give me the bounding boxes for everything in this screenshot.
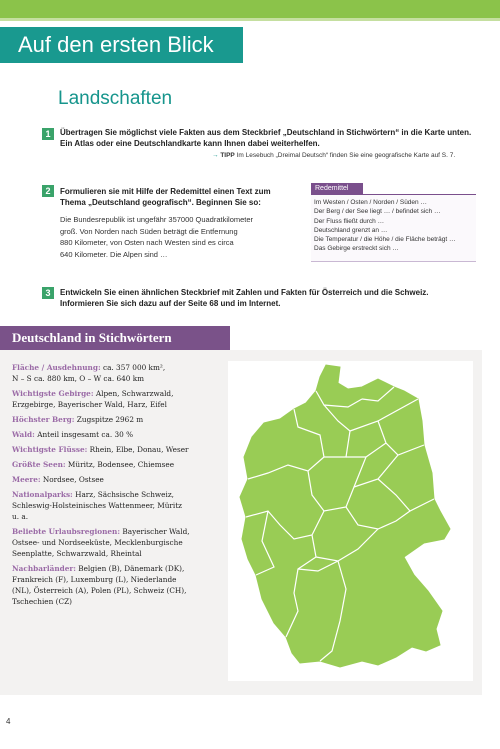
fact-label: Wichtigste Flüsse: — [12, 445, 88, 454]
fact-value: (NL), Österreich (A), Polen (PL), Schweiz (CH), — [12, 586, 187, 595]
redemittel-line: Der Fluss fließt durch … — [314, 217, 385, 225]
top-divider — [0, 18, 500, 21]
fact-holiday-regions — [12, 526, 224, 559]
fact-value: Seenplatte, Schwarzwald, Rheintal — [12, 549, 142, 558]
task-2-example-text — [60, 214, 310, 260]
redemittel-box — [311, 194, 476, 262]
fact-forest — [12, 429, 224, 440]
fact-value: Erzgebirge, Bayerischer Wald, Harz, Eifel — [12, 400, 167, 409]
fact-highest-mountain — [12, 414, 224, 425]
redemittel-line: Die Temperatur / die Höhe / die Fläche beträgt … — [314, 236, 456, 244]
fact-value: Ostsee- und Nordseeküste, Mecklenburgische — [12, 538, 183, 547]
redemittel-label: Redemittel — [311, 183, 363, 194]
task-2-line-1: Formulieren sie mit Hilfe der Redemittel einen Text zum — [60, 187, 271, 196]
example-line: 880 Kilometer, von Osten nach Westen sind es circa — [60, 238, 234, 247]
top-color-bar — [0, 0, 500, 18]
fact-value: Frankreich (F), Luxemburg (L), Niederlande — [12, 575, 177, 584]
redemittel-line: Der Berg / der See liegt … / befindet sich … — [314, 208, 441, 216]
task-3-text — [60, 287, 490, 309]
fact-value: Harz, Sächsische Schweiz, — [75, 490, 174, 499]
germany-map — [228, 361, 473, 681]
fact-value: Bayerischer Wald, — [122, 527, 190, 536]
fact-seas — [12, 474, 224, 485]
fact-lakes — [12, 459, 224, 470]
fact-label: Meere: — [12, 475, 41, 484]
task-3-number: 3 — [42, 287, 54, 299]
page-title: Auf den ersten Blick — [18, 32, 214, 57]
fact-label: Wald: — [12, 430, 35, 439]
fact-neighbours — [12, 563, 224, 607]
redemittel-line: Das Gebirge erstreckt sich … — [314, 245, 399, 253]
fact-area — [12, 362, 224, 384]
redemittel-line: Im Westen / Osten / Norden / Süden … — [314, 199, 427, 206]
fact-value: Belgien (B), Dänemark (DK), — [78, 564, 185, 573]
task-1-text — [60, 127, 490, 149]
fact-rivers — [12, 444, 224, 455]
task-1-line-1: Übertragen Sie möglichst viele Fakten aus dem Steckbrief „Deutschland in Stichwörtern“ in die Karte unten. — [60, 128, 472, 137]
tipp-text: Im Lesebuch „Dreimal Deutsch“ finden Sie eine geografische Karte auf S. 7. — [236, 152, 456, 159]
fact-label: Nationalparks: — [12, 490, 73, 499]
fact-label: Größte Seen: — [12, 460, 66, 469]
task-1-line-2: Ein Atlas oder eine Deutschlandkarte kann Ihnen dabei weiterhelfen. — [60, 139, 320, 148]
example-line: 640 Kilometer. Die Alpen sind … — [60, 249, 168, 259]
fact-value: Rhein, Elbe, Donau, Weser — [89, 445, 189, 454]
fact-value: Alpen, Schwarzwald, — [95, 389, 174, 398]
fact-label: Nachbarländer: — [12, 564, 76, 573]
task-3-line-2: Informieren Sie sich dazu auf der Seite 68 und im Internet. — [60, 299, 281, 308]
example-line: Die Bundesrepublik ist ungefähr 357000 Quadratkilometer — [60, 215, 254, 224]
fact-value: Zugspitze 2962 m — [76, 415, 144, 424]
fact-label: Höchster Berg: — [12, 415, 75, 424]
fact-value: ca. 357 000 km², — [102, 363, 166, 372]
fact-mountains — [12, 388, 224, 410]
fact-label: Wichtigste Gebirge: — [12, 389, 94, 398]
fact-value: u. a. — [12, 512, 29, 521]
fact-value: N – S ca. 880 km, O – W ca. 640 km — [12, 374, 145, 383]
steckbrief-title: Deutschland in Stichwörtern — [12, 330, 172, 345]
fact-label: Fläche / Ausdehnung: — [12, 363, 101, 372]
steckbrief-facts — [12, 362, 224, 611]
tipp-hint — [212, 152, 455, 159]
tipp-label: TIPP — [220, 152, 235, 159]
task-2-text — [60, 186, 305, 208]
arrow-right-icon: → — [212, 152, 219, 159]
fact-value: Schleswig-Holsteinisches Wattenmeer, Müritz — [12, 501, 183, 510]
example-line: groß. Von Norden nach Süden beträgt die Entfernung — [60, 226, 238, 236]
fact-value: Müritz, Bodensee, Chiemsee — [67, 460, 175, 469]
task-1-number: 1 — [42, 128, 54, 140]
section-title: Landschaften — [58, 88, 173, 109]
task-2-line-2: Thema „Deutschland geografisch“. Beginnen Sie so: — [60, 198, 261, 207]
fact-national-parks — [12, 489, 224, 522]
map-container — [228, 361, 473, 681]
task-2-number: 2 — [42, 185, 54, 197]
task-3-line-1: Entwickeln Sie einen ähnlichen Steckbrief mit Zahlen und Fakten für Österreich und die Schweiz. — [60, 288, 429, 297]
fact-value: Tschechien (CZ) — [12, 597, 72, 606]
redemittel-line: Deutschland grenzt an … — [314, 226, 388, 234]
fact-label: Beliebte Urlaubsregionen: — [12, 527, 121, 536]
fact-value: Anteil insgesamt ca. 30 % — [37, 430, 134, 439]
fact-value: Nordsee, Ostsee — [42, 475, 104, 484]
page-number: 4 — [6, 717, 11, 726]
